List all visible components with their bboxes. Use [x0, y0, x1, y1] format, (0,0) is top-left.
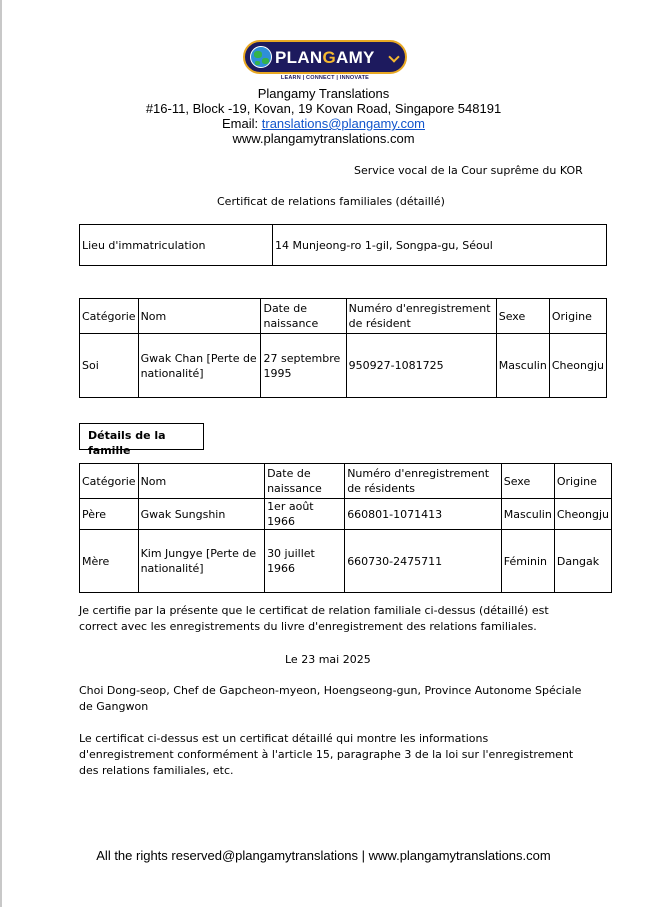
- chevron-down-icon: [388, 51, 399, 62]
- header-cell: Date de naissance: [261, 299, 346, 334]
- table-cell: Dangak: [554, 530, 611, 593]
- table-row: [80, 530, 612, 593]
- signatory: Choi Dong-seop, Chef de Gapcheon-myeon, Hoengseong-gun, Province Autonome Spéciale de Gangwon: [79, 684, 582, 713]
- header-cell: Catégorie: [80, 299, 139, 334]
- globe-icon: [250, 46, 272, 68]
- registration-value: 14 Munjeong-ro 1-gil, Songpa-gu, Séoul: [273, 225, 607, 266]
- table-cell: 1er août 1966: [265, 499, 345, 530]
- table-cell: Père: [80, 499, 139, 530]
- header-cell: Numéro d'enregistrement de résident: [346, 299, 496, 334]
- table-cell: Cheongju: [554, 499, 611, 530]
- family-table-header: [80, 464, 612, 499]
- table-cell: 950927-1081725: [346, 334, 496, 398]
- registration-label: Lieu d'immatriculation: [80, 225, 273, 266]
- self-table: [79, 298, 607, 398]
- header-cell: Catégorie: [80, 464, 139, 499]
- website: www.plangamytranslations.com: [232, 131, 415, 146]
- table-cell: 30 juillet 1966: [265, 530, 345, 593]
- header-cell: Sexe: [496, 299, 549, 334]
- email-line: [0, 116, 647, 132]
- table-cell: Cheongju: [549, 334, 606, 398]
- logo-badge: [243, 40, 407, 74]
- table-cell: 27 septembre 1995: [261, 334, 346, 398]
- footer: All the rights reserved@plangamytranslations | www.plangamytranslations.com: [96, 848, 551, 863]
- header-cell: Nom: [138, 299, 261, 334]
- plangamy-logo: [243, 40, 407, 84]
- table-cell: Gwak Chan [Perte de nationalité]: [138, 334, 261, 398]
- table-cell: 660801-1071413: [345, 499, 502, 530]
- table-cell: Masculin: [496, 334, 549, 398]
- registration-row: [80, 225, 607, 266]
- table-cell: Masculin: [501, 499, 554, 530]
- legal-note: Le certificat ci-dessus est un certificat détaillé qui montre les informations d'enregistrement conformément à l'article 15, paragraphe 3 de la loi sur l'enregistrement des relations familiales, etc.: [79, 732, 574, 777]
- header-cell: Origine: [554, 464, 611, 499]
- header-cell: Nom: [138, 464, 265, 499]
- table-cell: 660730-2475711: [345, 530, 502, 593]
- email-link[interactable]: translations@plangamy.com: [261, 116, 425, 131]
- table-cell: Mère: [80, 530, 139, 593]
- family-table: [79, 463, 612, 593]
- email-label: Email:: [222, 116, 259, 131]
- table-cell: Féminin: [501, 530, 554, 593]
- company-address: #16-11, Block -19, Kovan, 19 Kovan Road, Singapore 548191: [145, 101, 502, 116]
- header-cell: Sexe: [501, 464, 554, 499]
- table-cell: Kim Jungye [Perte de nationalité]: [138, 530, 265, 593]
- family-section-title: Détails de la famille: [79, 423, 204, 450]
- registration-table: [79, 224, 607, 266]
- table-cell: Soi: [80, 334, 139, 398]
- table-row: [80, 334, 607, 398]
- logo-wordmark: PLANGAMY: [275, 48, 375, 67]
- self-table-header: [80, 299, 607, 334]
- header-cell: Origine: [549, 299, 606, 334]
- logo-tagline: LEARN | CONNECT | INNOVATE: [280, 75, 370, 81]
- issuer: Service vocal de la Cour suprême du KOR: [354, 164, 583, 177]
- table-row: [80, 499, 612, 530]
- header-cell: Numéro d'enregistrement de résidents: [345, 464, 502, 499]
- document-title: Certificat de relations familiales (détaillé): [217, 195, 445, 208]
- company-name: Plangamy Translations: [257, 86, 390, 101]
- certificate-date: Le 23 mai 2025: [285, 653, 371, 666]
- header-cell: Date de naissance: [265, 464, 345, 499]
- certification-text: Je certifie par la présente que le certificat de relation familiale ci-dessus (détaillé) est correct avec les enregistrements du livre d'enregistrement des relations familiales.: [79, 604, 549, 633]
- table-cell: Gwak Sungshin: [138, 499, 265, 530]
